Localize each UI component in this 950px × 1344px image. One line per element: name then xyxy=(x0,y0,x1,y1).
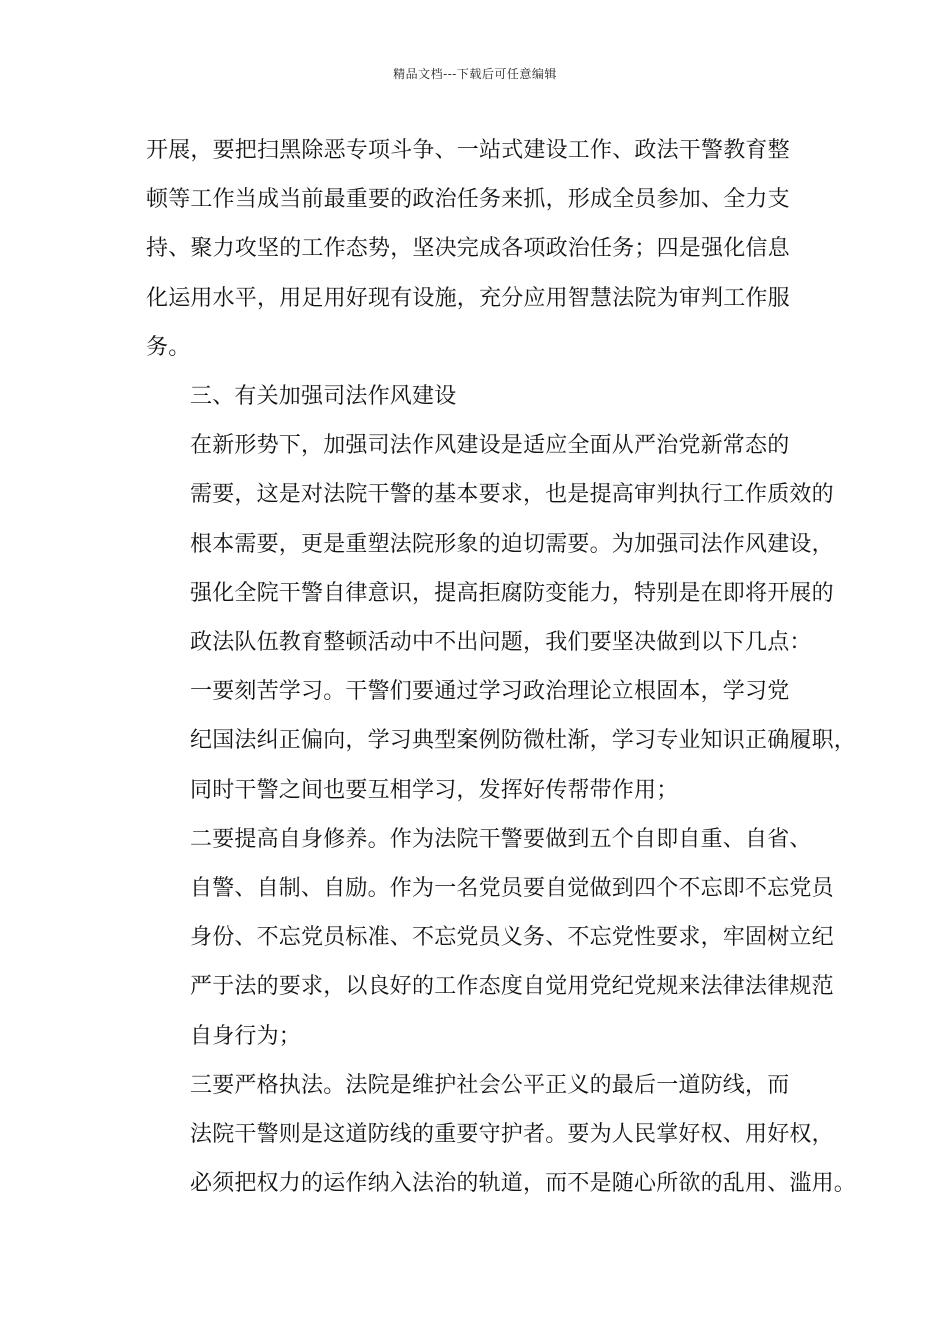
heading-text: 三、有关加强司法作风建设 xyxy=(190,384,457,410)
text-line: 一要刻苦学习。干警们要通过学习政治理论立根固本，学习党 xyxy=(190,679,790,705)
text-line: 严于法的要求，以良好的工作态度自觉用党纪党规来法律法律规范 xyxy=(190,974,834,1000)
paragraph-point-one xyxy=(146,667,857,815)
paragraph-point-three xyxy=(146,1061,857,1209)
section-heading xyxy=(146,372,806,421)
text-line: 开展，要把扫黑除恶专项斗争、一站式建设工作、政法干警教育整 xyxy=(146,138,790,163)
paragraph-continuation xyxy=(146,126,806,372)
text-line: 同时干警之间也要互相学习，发挥好传帮带作用； xyxy=(190,777,679,803)
text-line: 自警、自制、自励。作为一名党员要自觉做到四个不忘即不忘党员 xyxy=(190,876,834,902)
document-body xyxy=(146,126,857,1208)
text-line: 二要提高自身修养。作为法院干警要做到五个自即自重、自省、 xyxy=(190,826,812,852)
text-line: 纪国法纠正偏向，学习典型案例防微杜渐，学习专业知识正确履职， xyxy=(190,728,857,754)
text-line: 必须把权力的运作纳入法治的轨道，而不是随心所欲的乱用、滥用。 xyxy=(190,1171,857,1197)
text-line: 顿等工作当成当前最重要的政治任务来抓，形成全员参加、全力支 xyxy=(146,187,790,213)
text-line: 务。 xyxy=(146,334,191,360)
paragraph-point-two xyxy=(146,815,834,1061)
text-line: 自身行为； xyxy=(190,1023,302,1049)
text-line: 需要，这是对法院干警的基本要求，也是提高审判执行工作质效的 xyxy=(190,482,834,508)
paragraph-intro xyxy=(146,421,834,667)
text-line: 强化全院干警自律意识，提高拒腐防变能力，特别是在即将开展的 xyxy=(190,580,834,606)
page-header: 精品文档---下载后可任意编辑 xyxy=(393,67,557,81)
text-line: 根本需要，更是重塑法院形象的迫切需要。为加强司法作风建设， xyxy=(190,531,834,557)
text-line: 政法队伍教育整顿活动中不出问题，我们要坚决做到以下几点： xyxy=(190,630,812,656)
text-line: 持、聚力攻坚的工作态势，坚决完成各项政治任务；四是强化信息 xyxy=(146,236,790,262)
text-line: 法院干警则是这道防线的重要守护者。要为人民掌好权、用好权， xyxy=(190,1122,834,1148)
text-line: 身份、不忘党员标准、不忘党员义务、不忘党性要求，牢固树立纪 xyxy=(190,925,834,951)
text-line: 三要严格执法。法院是维护社会公平正义的最后一道防线，而 xyxy=(190,1072,790,1098)
text-line: 在新形势下，加强司法作风建设是适应全面从严治党新常态的 xyxy=(190,433,790,459)
text-line: 化运用水平，用足用好现有设施，充分应用智慧法院为审判工作服 xyxy=(146,285,790,311)
